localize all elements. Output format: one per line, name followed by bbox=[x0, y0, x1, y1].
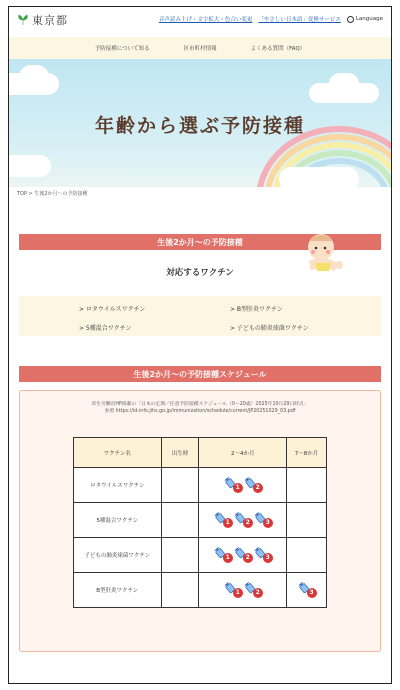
table-row bbox=[74, 538, 327, 573]
schedule-cell bbox=[287, 503, 327, 538]
schedule-cell bbox=[161, 573, 199, 608]
vaccine-link-pneumococcal[interactable]: > 子どもの肺炎球菌ワクチン bbox=[230, 325, 309, 332]
syringe-icon bbox=[234, 547, 252, 563]
syringe-icon bbox=[234, 512, 252, 528]
syringe-icon bbox=[244, 477, 262, 493]
dose-number: 1 bbox=[223, 553, 233, 563]
syringe-icon bbox=[224, 477, 242, 493]
syringe-icon bbox=[224, 582, 242, 598]
page-title: 年齢から選ぶ予防接種 bbox=[94, 115, 305, 137]
dose-number: 3 bbox=[307, 588, 317, 598]
vaccine-list bbox=[19, 296, 381, 336]
nav-item-municipal[interactable]: 区市町村情報 bbox=[183, 46, 217, 52]
vaccine-link-rotavirus[interactable]: > ロタウイルスワクチン bbox=[79, 306, 146, 313]
schedule-cell bbox=[287, 538, 327, 573]
globe-icon bbox=[347, 16, 354, 23]
dose-number: 3 bbox=[263, 518, 273, 528]
column-header: 7〜8か月 bbox=[287, 438, 327, 468]
vaccine-name-cell: 子どもの肺炎球菌ワクチン bbox=[74, 538, 162, 573]
schedule-cell bbox=[199, 573, 287, 608]
vaccine-name-cell: B型肝炎ワクチン bbox=[74, 573, 162, 608]
column-header: 出生時 bbox=[161, 438, 199, 468]
table-row bbox=[74, 573, 327, 608]
site-header bbox=[9, 7, 391, 33]
global-nav bbox=[9, 37, 391, 59]
schedule-cell bbox=[287, 573, 327, 608]
vaccine-link-hepatitis-b[interactable]: > B型肝炎ワクチン bbox=[230, 306, 283, 313]
schedule-cell bbox=[161, 468, 199, 503]
schedule-cell bbox=[199, 503, 287, 538]
dose-number: 1 bbox=[233, 483, 243, 493]
schedule-cell bbox=[161, 503, 199, 538]
hero-banner bbox=[9, 59, 391, 187]
schedule-cell bbox=[199, 468, 287, 503]
cloud-decoration bbox=[9, 155, 51, 177]
syringe-icon bbox=[214, 512, 232, 528]
table-row bbox=[74, 468, 327, 503]
cloud-decoration bbox=[329, 73, 359, 95]
language-label: Language bbox=[355, 16, 383, 22]
dose-number: 3 bbox=[263, 553, 273, 563]
dose-number: 2 bbox=[243, 553, 253, 563]
page-frame bbox=[8, 6, 392, 684]
section-subtitle: 対応するワクチン bbox=[166, 268, 234, 278]
schedule-cell bbox=[199, 538, 287, 573]
section-title-schedule: 生後2か月〜の予防接種スケジュール bbox=[19, 366, 381, 382]
vaccine-link-5-in-1[interactable]: > 5種混合ワクチン bbox=[79, 325, 132, 332]
dose-number: 1 bbox=[233, 588, 243, 598]
baby-illustration bbox=[301, 231, 347, 275]
dose-number: 2 bbox=[253, 483, 263, 493]
dose-number: 2 bbox=[243, 518, 253, 528]
tokyo-ginkgo-icon bbox=[17, 14, 29, 26]
schedule-cell bbox=[161, 538, 199, 573]
schedule-note: 厚生労働省HP掲載の「日本の定期／任意予防接種スケジュール（0〜20歳）2025年10月29日時点」 bbox=[91, 402, 309, 407]
nav-item-faq[interactable]: よくある質問（FAQ） bbox=[250, 46, 306, 52]
schedule-source-link[interactable]: 参照 https://id-info.jihs.go.jp/immunization/schedule/current/JP20251029_03.pdf bbox=[104, 409, 296, 414]
syringe-icon bbox=[244, 582, 262, 598]
vaccine-name-cell: ロタウイルスワクチン bbox=[74, 468, 162, 503]
vaccine-name-cell: 5種混合ワクチン bbox=[74, 503, 162, 538]
column-header: 2〜4か月 bbox=[199, 438, 287, 468]
section-title-vaccines: 生後2か月〜の予防接種 bbox=[19, 234, 381, 250]
schedule-table bbox=[73, 437, 327, 608]
logo-text: 東京都 bbox=[32, 14, 68, 27]
syringe-icon bbox=[254, 547, 272, 563]
nav-item-about[interactable]: 予防接種について知る bbox=[94, 46, 150, 52]
breadcrumb: TOP > 生後2か月〜の予防接種 bbox=[17, 191, 88, 197]
language-button[interactable] bbox=[347, 16, 383, 23]
utility-links bbox=[159, 15, 383, 23]
syringe-icon bbox=[298, 582, 316, 598]
dose-number: 2 bbox=[253, 588, 263, 598]
cloud-decoration bbox=[19, 65, 49, 89]
schedule-cell bbox=[287, 468, 327, 503]
tokyo-logo[interactable] bbox=[17, 12, 68, 28]
schedule-box bbox=[19, 390, 381, 652]
syringe-icon bbox=[214, 547, 232, 563]
table-row bbox=[74, 503, 327, 538]
dose-number: 1 bbox=[223, 518, 233, 528]
column-header: ワクチン名 bbox=[74, 438, 162, 468]
easy-japanese-link[interactable]: 「やさしい日本語」変換サービス bbox=[258, 17, 341, 23]
accessibility-link[interactable]: 音声読み上げ・文字拡大・色合い変更 bbox=[158, 17, 253, 23]
syringe-icon bbox=[254, 512, 272, 528]
cloud-decoration bbox=[279, 167, 359, 187]
